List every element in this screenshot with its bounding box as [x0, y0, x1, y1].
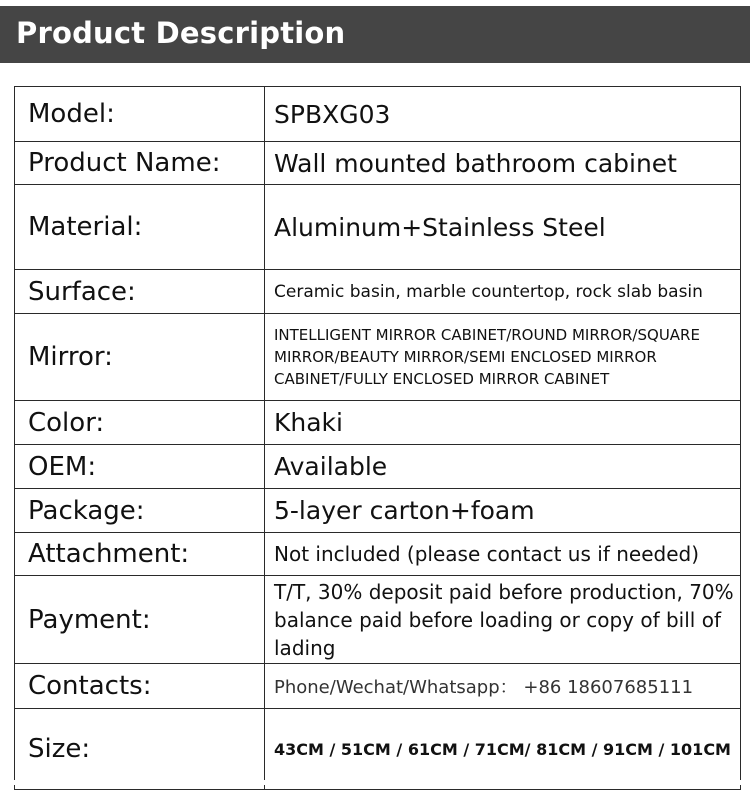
table-row: [15, 709, 741, 790]
table-row: [15, 142, 741, 185]
table-bottom-cutoff: [14, 780, 741, 785]
row-value-mirror: INTELLIGENT MIRROR CABINET/ROUND MIRROR/SQUARE MIRROR/BEAUTY MIRROR/SEMI ENCLOSED MIRROR CABINET/FULLY ENCLOSED MIRROR CABINET: [265, 314, 741, 401]
section-header: [0, 6, 750, 63]
table-row: [15, 185, 741, 270]
row-value-material: Aluminum+Stainless Steel: [265, 185, 741, 270]
row-label-mirror: Mirror:: [15, 314, 265, 401]
row-label-oem: OEM:: [15, 445, 265, 489]
table-row: [15, 445, 741, 489]
table-row: [15, 270, 741, 314]
row-label-material: Material:: [15, 185, 265, 270]
row-value-contacts: Phone/Wechat/Whatsapp： +86 18607685111: [265, 664, 741, 709]
row-label-attachment: Attachment:: [15, 533, 265, 576]
table-row: [15, 489, 741, 533]
table-row: [15, 576, 741, 664]
row-value-package: 5-layer carton+foam: [265, 489, 741, 533]
table-row: [15, 664, 741, 709]
table-row: [15, 533, 741, 576]
section-title: Product Description: [16, 16, 346, 50]
row-label-surface: Surface:: [15, 270, 265, 314]
row-label-product-name: Product Name:: [15, 142, 265, 185]
row-value-color: Khaki: [265, 401, 741, 445]
row-label-package: Package:: [15, 489, 265, 533]
row-value-model: SPBXG03: [265, 87, 741, 142]
row-label-model: Model:: [15, 87, 265, 142]
row-value-payment: T/T, 30% deposit paid before production, 70% balance paid before loading or copy of bill of lading: [265, 576, 741, 664]
row-label-payment: Payment:: [15, 576, 265, 664]
row-value-product-name: Wall mounted bathroom cabinet: [265, 142, 741, 185]
spec-table: [14, 86, 741, 790]
row-label-size: Size:: [15, 709, 265, 790]
table-row: [15, 401, 741, 445]
row-label-color: Color:: [15, 401, 265, 445]
table-row: [15, 87, 741, 142]
table-row: [15, 314, 741, 401]
row-label-contacts: Contacts:: [15, 664, 265, 709]
row-value-size: 43CM / 51CM / 61CM / 71CM/ 81CM / 91CM / 101CM: [265, 709, 741, 790]
row-value-surface: Ceramic basin, marble countertop, rock slab basin: [265, 270, 741, 314]
row-value-oem: Available: [265, 445, 741, 489]
row-value-attachment: Not included (please contact us if needed): [265, 533, 741, 576]
